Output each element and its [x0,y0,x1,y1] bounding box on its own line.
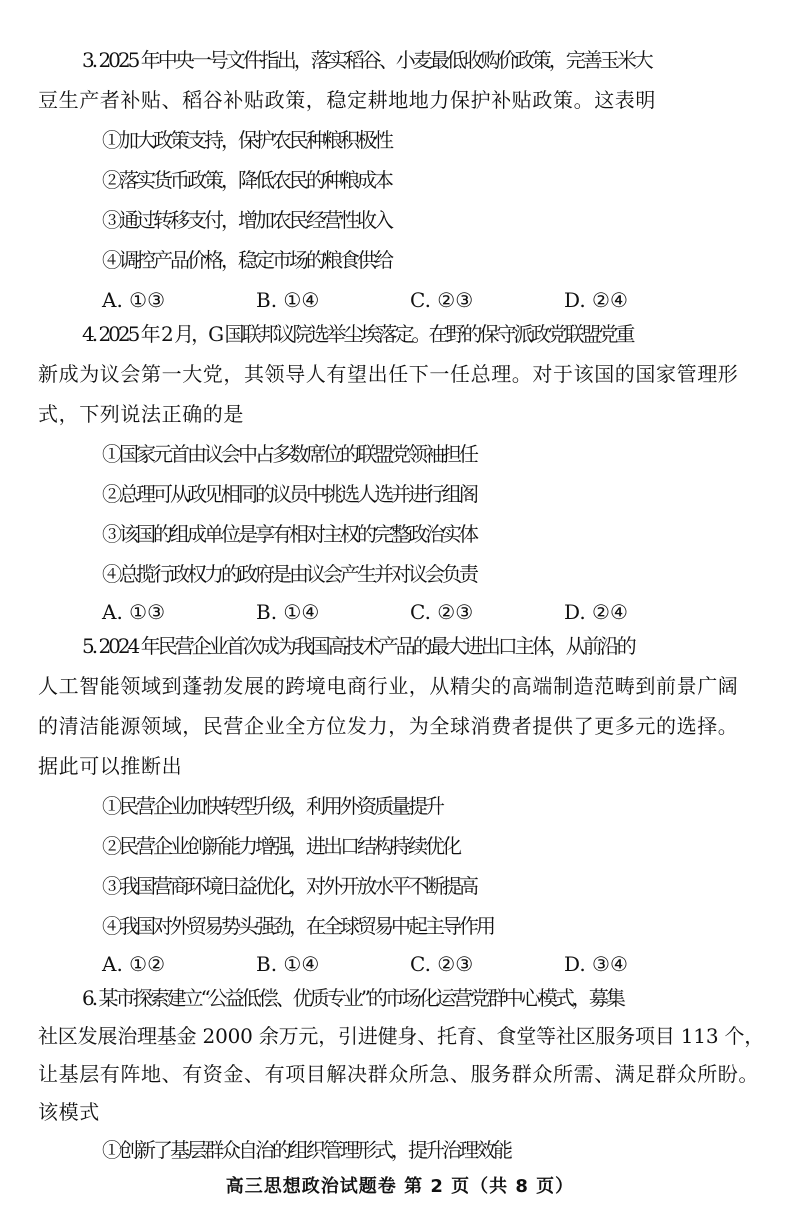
question-4-stem-line-3: 式，下列说法正确的是 [38,402,244,426]
question-4-statement-1: ①国家元首由议会中占多数席位的联盟党领袖担任 [102,442,476,466]
question-3-statement-1: ①加大政策支持，保护农民种粮积极性 [102,128,391,152]
question-3-stem-line-2: 豆生产者补贴、稻谷补贴政策，稳定耕地地力保护补贴政策。这表明 [38,88,656,112]
question-4-choice-a[interactable]: A. ①③ [102,600,166,624]
question-3-choice-a[interactable]: A. ①③ [102,288,166,312]
question-4-choice-d[interactable]: D. ②④ [564,600,628,624]
question-5-choice-d[interactable]: D. ③④ [564,952,628,976]
question-3-choices [102,286,702,314]
question-5-statement-4: ④我国对外贸易势头强劲，在全球贸易中起主导作用 [102,914,493,938]
question-5-choice-c[interactable]: C. ②③ [410,952,474,976]
question-5-stem-line-2: 人工智能领域到蓬勃发展的跨境电商行业，从精尖的高端制造范畴到前景广阔 [38,674,739,698]
question-5-choice-a[interactable]: A. ①② [102,952,166,976]
question-4-stem-line-2: 新成为议会第一大党，其领导人有望出任下一任总理。对于该国的国家管理形 [38,362,739,386]
question-3-stem-line-1: 3. 2025 年中央一号文件指出，落实稻谷、小麦最低收购价政策，完善玉米大 [82,48,651,72]
question-5-choice-b[interactable]: B. ①④ [256,952,320,976]
question-6-stem-line-1: 6. 某市探索建立“公益低偿、优质专业”的市场化运营党群中心模式，募集 [82,986,623,1010]
question-6-stem-line-3: 让基层有阵地、有资金、有项目解决群众所急、服务群众所需、满足群众所盼。 [38,1062,759,1086]
question-3-statement-2: ②落实货币政策，降低农民的种粮成本 [102,168,391,192]
question-4-statement-2: ②总理可从政见相同的议员中挑选人选并进行组阁 [102,482,476,506]
question-3-choice-c[interactable]: C. ②③ [410,288,474,312]
question-4-choice-b[interactable]: B. ①④ [256,600,320,624]
question-4-choices [102,598,702,626]
question-5-stem-line-3: 的清洁能源领域，民营企业全方位发力，为全球消费者提供了更多元的选择。 [38,714,739,738]
question-6-stem-line-2: 社区发展治理基金 2000 余万元，引进健身、托育、食堂等社区服务项目 113 个， [38,1024,765,1048]
page-footer: 高三思想政治试题卷 第 2 页（共 8 页） [225,1176,575,1197]
question-3-choice-d[interactable]: D. ②④ [564,288,628,312]
question-3-choice-b[interactable]: B. ①④ [256,288,320,312]
question-5-stem-line-4: 据此可以推断出 [38,754,183,778]
question-6-stem-line-4: 该模式 [38,1100,100,1124]
question-4-choice-c[interactable]: C. ②③ [410,600,474,624]
question-5-statement-1: ①民营企业加快转型升级，利用外资质量提升 [102,794,442,818]
question-3-statement-3: ③通过转移支付，增加农民经营性收入 [102,208,391,232]
question-3-statement-4: ④调控产品价格，稳定市场的粮食供给 [102,248,391,272]
question-5-choices [102,950,702,978]
question-4-stem-line-1: 4. 2025 年 2 月，G 国联邦议院选举尘埃落定。在野的保守派政党联盟党重 [82,322,633,346]
question-5-statement-2: ②民营企业创新能力增强，进出口结构持续优化 [102,834,459,858]
question-4-statement-3: ③该国的组成单位是享有相对主权的完整政治实体 [102,522,476,546]
question-6-statement-1: ①创新了基层群众自治的组织管理形式，提升治理效能 [102,1138,510,1162]
question-4-statement-4: ④总揽行政权力的政府是由议会产生并对议会负责 [102,562,476,586]
question-5-stem-line-1: 5. 2024 年民营企业首次成为我国高技术产品的最大进出口主体，从前沿的 [82,634,634,658]
question-5-statement-3: ③我国营商环境日益优化，对外开放水平不断提高 [102,874,476,898]
